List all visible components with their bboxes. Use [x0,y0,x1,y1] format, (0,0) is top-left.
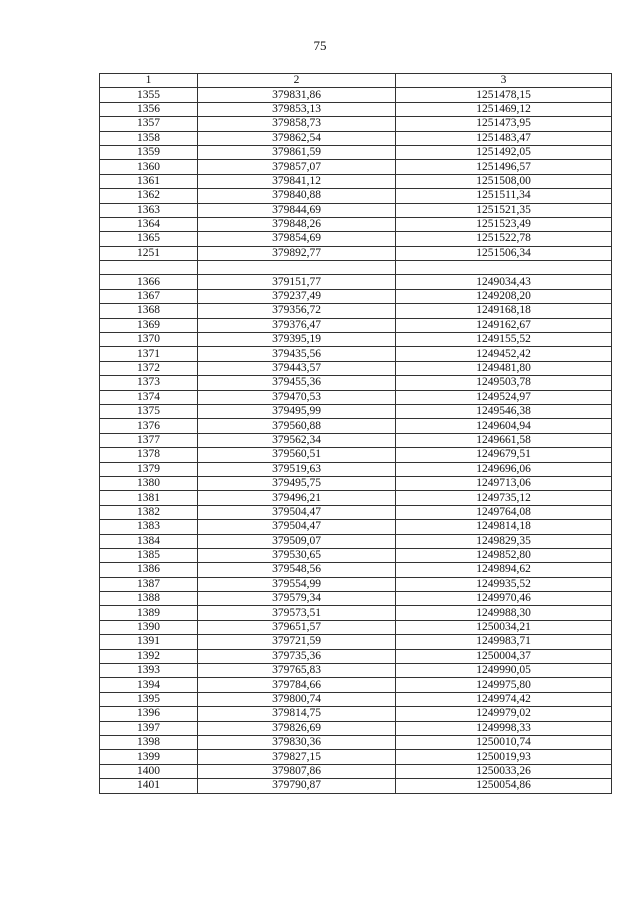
cell-x-coordinate: 379496,21 [198,491,396,505]
table-row [100,217,612,231]
cell-x-coordinate [198,261,396,275]
cell-y-coordinate: 1251496,57 [396,160,612,174]
cell-point-number: 1390 [100,620,198,634]
table-row [100,534,612,548]
coordinates-table [99,73,612,794]
cell-x-coordinate: 379826,69 [198,721,396,735]
cell-point-number: 1361 [100,174,198,188]
table-row [100,203,612,217]
column-header-y: 3 [396,74,612,88]
cell-y-coordinate: 1249852,80 [396,548,612,562]
cell-y-coordinate: 1251522,78 [396,232,612,246]
cell-y-coordinate: 1249970,46 [396,592,612,606]
table-row [100,476,612,490]
cell-y-coordinate: 1249696,06 [396,462,612,476]
page-number: 75 [313,38,327,53]
cell-point-number: 1251 [100,246,198,260]
table-row [100,678,612,692]
table-row [100,289,612,303]
cell-point-number: 1371 [100,347,198,361]
cell-x-coordinate: 379504,47 [198,505,396,519]
cell-y-coordinate: 1250019,93 [396,750,612,764]
table-row [100,779,612,793]
table-row [100,505,612,519]
cell-point-number: 1381 [100,491,198,505]
column-header-x: 2 [198,74,396,88]
table-row [100,707,612,721]
cell-x-coordinate: 379841,12 [198,174,396,188]
cell-x-coordinate: 379562,34 [198,433,396,447]
cell-point-number: 1391 [100,635,198,649]
cell-y-coordinate: 1251469,12 [396,102,612,116]
cell-x-coordinate: 379504,47 [198,520,396,534]
cell-point-number: 1399 [100,750,198,764]
table-row [100,160,612,174]
table-row [100,577,612,591]
table-row [100,563,612,577]
cell-point-number: 1375 [100,404,198,418]
cell-y-coordinate: 1249503,78 [396,376,612,390]
cell-x-coordinate: 379861,59 [198,145,396,159]
cell-y-coordinate: 1249975,80 [396,678,612,692]
cell-point-number: 1397 [100,721,198,735]
cell-x-coordinate: 379807,86 [198,764,396,778]
cell-point-number: 1372 [100,361,198,375]
cell-point-number: 1364 [100,217,198,231]
table-row [100,764,612,778]
table-row [100,592,612,606]
cell-point-number: 1393 [100,664,198,678]
cell-x-coordinate: 379892,77 [198,246,396,260]
cell-x-coordinate: 379376,47 [198,318,396,332]
cell-y-coordinate: 1250054,86 [396,779,612,793]
table-row [100,735,612,749]
table-header-row [100,74,612,88]
cell-y-coordinate: 1251508,00 [396,174,612,188]
cell-point-number: 1356 [100,102,198,116]
table-row [100,145,612,159]
table-row [100,232,612,246]
cell-point-number: 1387 [100,577,198,591]
cell-y-coordinate: 1249524,97 [396,390,612,404]
cell-x-coordinate: 379827,15 [198,750,396,764]
cell-x-coordinate: 379853,13 [198,102,396,116]
table-row [100,131,612,145]
cell-point-number: 1388 [100,592,198,606]
cell-y-coordinate: 1249168,18 [396,304,612,318]
cell-y-coordinate: 1249935,52 [396,577,612,591]
cell-x-coordinate: 379530,65 [198,548,396,562]
cell-point-number: 1378 [100,448,198,462]
cell-y-coordinate: 1249983,71 [396,635,612,649]
cell-point-number: 1370 [100,333,198,347]
cell-y-coordinate: 1249661,58 [396,433,612,447]
cell-x-coordinate: 379784,66 [198,678,396,692]
table-row [100,117,612,131]
cell-y-coordinate: 1251483,47 [396,131,612,145]
table-row [100,491,612,505]
cell-point-number: 1383 [100,520,198,534]
table-row [100,433,612,447]
cell-point-number: 1394 [100,678,198,692]
cell-y-coordinate: 1249990,05 [396,664,612,678]
table-row [100,520,612,534]
table-row [100,692,612,706]
cell-y-coordinate: 1251523,49 [396,217,612,231]
cell-x-coordinate: 379356,72 [198,304,396,318]
cell-x-coordinate: 379237,49 [198,289,396,303]
table-row [100,275,612,289]
table-row [100,448,612,462]
cell-x-coordinate: 379800,74 [198,692,396,706]
cell-y-coordinate: 1249546,38 [396,404,612,418]
cell-y-coordinate: 1251492,05 [396,145,612,159]
table-row [100,246,612,260]
cell-x-coordinate: 379579,34 [198,592,396,606]
cell-y-coordinate: 1251521,35 [396,203,612,217]
cell-x-coordinate: 379573,51 [198,606,396,620]
cell-x-coordinate: 379560,88 [198,419,396,433]
cell-point-number: 1386 [100,563,198,577]
cell-y-coordinate: 1249735,12 [396,491,612,505]
table-row [100,361,612,375]
cell-point-number: 1379 [100,462,198,476]
cell-x-coordinate: 379509,07 [198,534,396,548]
cell-point-number: 1377 [100,433,198,447]
cell-y-coordinate: 1250010,74 [396,735,612,749]
cell-x-coordinate: 379395,19 [198,333,396,347]
cell-y-coordinate: 1250004,37 [396,649,612,663]
cell-y-coordinate: 1249679,51 [396,448,612,462]
table-row [100,721,612,735]
cell-x-coordinate: 379495,75 [198,476,396,490]
cell-y-coordinate: 1251478,15 [396,88,612,102]
cell-point-number: 1358 [100,131,198,145]
cell-y-coordinate: 1249155,52 [396,333,612,347]
cell-point-number: 1365 [100,232,198,246]
cell-point-number: 1363 [100,203,198,217]
cell-point-number: 1355 [100,88,198,102]
cell-x-coordinate: 379858,73 [198,117,396,131]
column-header-point: 1 [100,74,198,88]
cell-x-coordinate: 379554,99 [198,577,396,591]
cell-y-coordinate: 1250034,21 [396,620,612,634]
cell-y-coordinate: 1249979,02 [396,707,612,721]
cell-point-number: 1398 [100,735,198,749]
table-row [100,606,612,620]
cell-point-number: 1362 [100,189,198,203]
cell-y-coordinate: 1249481,80 [396,361,612,375]
cell-x-coordinate: 379443,57 [198,361,396,375]
table-row [100,189,612,203]
cell-x-coordinate: 379560,51 [198,448,396,462]
table-row [100,462,612,476]
cell-x-coordinate: 379470,53 [198,390,396,404]
cell-point-number: 1396 [100,707,198,721]
table-row [100,664,612,678]
cell-y-coordinate [396,261,612,275]
table-row [100,649,612,663]
cell-y-coordinate: 1249764,08 [396,505,612,519]
table-row [100,750,612,764]
cell-point-number: 1373 [100,376,198,390]
cell-x-coordinate: 379651,57 [198,620,396,634]
cell-y-coordinate: 1249604,94 [396,419,612,433]
cell-point-number: 1367 [100,289,198,303]
cell-point-number: 1376 [100,419,198,433]
table-row [100,174,612,188]
cell-y-coordinate: 1249829,35 [396,534,612,548]
cell-point-number: 1401 [100,779,198,793]
cell-point-number: 1380 [100,476,198,490]
cell-point-number: 1392 [100,649,198,663]
table-row [100,390,612,404]
cell-x-coordinate: 379151,77 [198,275,396,289]
cell-y-coordinate: 1249814,18 [396,520,612,534]
cell-y-coordinate: 1249988,30 [396,606,612,620]
cell-x-coordinate: 379495,99 [198,404,396,418]
cell-x-coordinate: 379721,59 [198,635,396,649]
cell-y-coordinate: 1251506,34 [396,246,612,260]
cell-y-coordinate: 1251511,34 [396,189,612,203]
cell-y-coordinate: 1251473,95 [396,117,612,131]
cell-x-coordinate: 379848,26 [198,217,396,231]
cell-point-number: 1359 [100,145,198,159]
cell-x-coordinate: 379548,56 [198,563,396,577]
cell-x-coordinate: 379830,36 [198,735,396,749]
cell-y-coordinate: 1249998,33 [396,721,612,735]
cell-point-number: 1368 [100,304,198,318]
cell-point-number: 1384 [100,534,198,548]
cell-point-number: 1369 [100,318,198,332]
cell-x-coordinate: 379790,87 [198,779,396,793]
cell-x-coordinate: 379844,69 [198,203,396,217]
cell-x-coordinate: 379840,88 [198,189,396,203]
table-row [100,419,612,433]
cell-point-number: 1400 [100,764,198,778]
cell-point-number: 1389 [100,606,198,620]
table-row [100,333,612,347]
table-row [100,261,612,275]
table-row [100,404,612,418]
cell-y-coordinate: 1249974,42 [396,692,612,706]
cell-y-coordinate: 1249894,62 [396,563,612,577]
table-row [100,635,612,649]
table-row [100,376,612,390]
cell-y-coordinate: 1249208,20 [396,289,612,303]
cell-x-coordinate: 379831,86 [198,88,396,102]
table-row [100,620,612,634]
cell-x-coordinate: 379862,54 [198,131,396,145]
table-row [100,102,612,116]
cell-y-coordinate: 1249452,42 [396,347,612,361]
cell-x-coordinate: 379435,56 [198,347,396,361]
cell-y-coordinate: 1250033,26 [396,764,612,778]
cell-point-number [100,261,198,275]
cell-x-coordinate: 379814,75 [198,707,396,721]
cell-x-coordinate: 379854,69 [198,232,396,246]
cell-point-number: 1385 [100,548,198,562]
cell-point-number: 1357 [100,117,198,131]
cell-x-coordinate: 379857,07 [198,160,396,174]
cell-x-coordinate: 379765,83 [198,664,396,678]
cell-x-coordinate: 379519,63 [198,462,396,476]
cell-point-number: 1382 [100,505,198,519]
cell-point-number: 1366 [100,275,198,289]
table-row [100,304,612,318]
cell-y-coordinate: 1249034,43 [396,275,612,289]
table-body [100,88,612,793]
cell-point-number: 1395 [100,692,198,706]
table-row [100,548,612,562]
cell-y-coordinate: 1249162,67 [396,318,612,332]
cell-point-number: 1360 [100,160,198,174]
table-row [100,318,612,332]
cell-y-coordinate: 1249713,06 [396,476,612,490]
cell-x-coordinate: 379735,36 [198,649,396,663]
cell-x-coordinate: 379455,36 [198,376,396,390]
cell-point-number: 1374 [100,390,198,404]
table-row [100,88,612,102]
table-row [100,347,612,361]
